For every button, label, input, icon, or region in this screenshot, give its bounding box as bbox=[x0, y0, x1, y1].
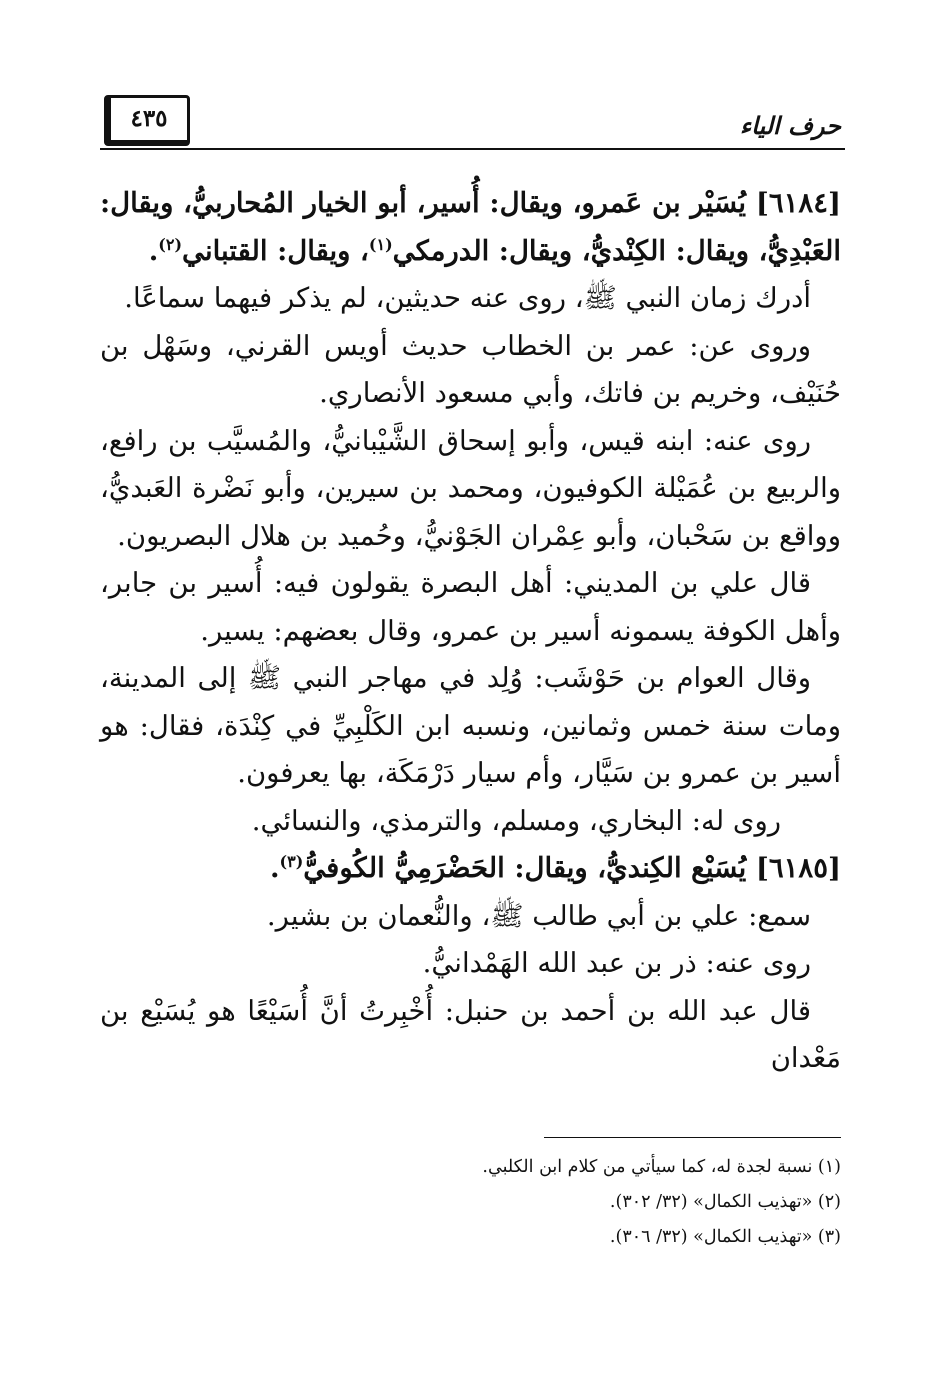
paragraph: روى له: البخاري، ومسلم، والترمذي، والنسائي. bbox=[251, 804, 781, 837]
header-rule bbox=[100, 148, 845, 150]
heading-text: [٦١٨٤] يُسَيْر بن عَمرو، ويقال: أُسير، أبو الخيار المُحاربيُّ، ويقال: العَبْدِيُّ، ويقال: الكِنْديُّ، ويقال: الدرمكي bbox=[100, 187, 841, 267]
entry-heading-6185 bbox=[100, 845, 841, 893]
main-text bbox=[100, 180, 841, 1083]
heading-text: [٦١٨٥] يُسَيْع الكِنديُّ، ويقال: الحَضْرَمِيُّ الكُوفيُّ bbox=[303, 852, 841, 884]
heading-text: . bbox=[148, 234, 159, 267]
footnote-ref-2: (٢) bbox=[158, 234, 183, 254]
footnote-ref-3: (٣) bbox=[279, 851, 304, 871]
footnote-1: (١) نسبة لجدة له، كما سيأتي من كلام ابن الكلبي. bbox=[482, 1157, 841, 1177]
footnotes bbox=[100, 1150, 841, 1255]
footnote-2: (٢) «تهذيب الكمال» (٣٢/ ٣٠٢). bbox=[609, 1192, 841, 1212]
paragraph: أدرك زمان النبي ﷺ، روى عنه حديثين، لم يذكر فيهما سماعًا. bbox=[124, 282, 811, 314]
footnote-ref-1: (١) bbox=[368, 234, 393, 254]
heading-text: . bbox=[269, 852, 280, 884]
footnote-3: (٣) «تهذيب الكمال» (٣٢/ ٣٠٦). bbox=[609, 1227, 841, 1247]
paragraph: قال عبد الله بن أحمد بن حنبل: أُخْبِرتُ أنَّ أُسَيْعًا هو يُسَيْع بن مَعْدان bbox=[100, 994, 841, 1074]
paragraph: وروى عن: عمر بن الخطاب حديث أويس القرني، وسَهْل بن حُنَيْف، وخريم بن فاتك، وأبي مسعود الأنصاري. bbox=[100, 329, 841, 409]
heading-text: ، ويقال: القتباني bbox=[182, 234, 369, 267]
running-head: حرف الياء bbox=[739, 111, 841, 140]
paragraph: روى عنه: ابنه قيس، وأبو إسحاق الشَّيْبانيُّ، والمُسيَّب بن رافع، والربيع بن عُمَيْلة الكوفيون، ومحمد بن سيرين، وأبو نَضْرة العَبديُّ، وواقع بن سَحْبان، وأبو عِمْران الجَوْنيُّ، وحُميد بن هلال البصريون. bbox=[100, 424, 841, 552]
paragraph: قال علي بن المديني: أهل البصرة يقولون فيه: أُسير بن جابر، وأهل الكوفة يسمونه أسير بن عمرو، وقال بعضهم: يسير. bbox=[100, 567, 841, 647]
paragraph: روى عنه: ذر بن عبد الله الهَمْدانيُّ. bbox=[422, 947, 811, 979]
paragraph: وقال العوام بن حَوْشَب: وُلِد في مهاجر النبي ﷺ إلى المدينة، ومات سنة خمس وثمانين، ونسبه ابن الكَلْبِيِّ في كِنْدَة، فقال: هو أسير بن عمرو بن سَيَّار، وأم سيار دَرْمَكَة، بها يعرفون. bbox=[100, 662, 841, 789]
page-number-box: ٤٣٥ bbox=[104, 95, 190, 146]
footnote-rule bbox=[544, 1137, 841, 1138]
paragraph: سمع: علي بن أبي طالب ﷺ، والنُّعمان بن بشير. bbox=[266, 899, 811, 932]
entry-heading-6184 bbox=[100, 180, 841, 275]
